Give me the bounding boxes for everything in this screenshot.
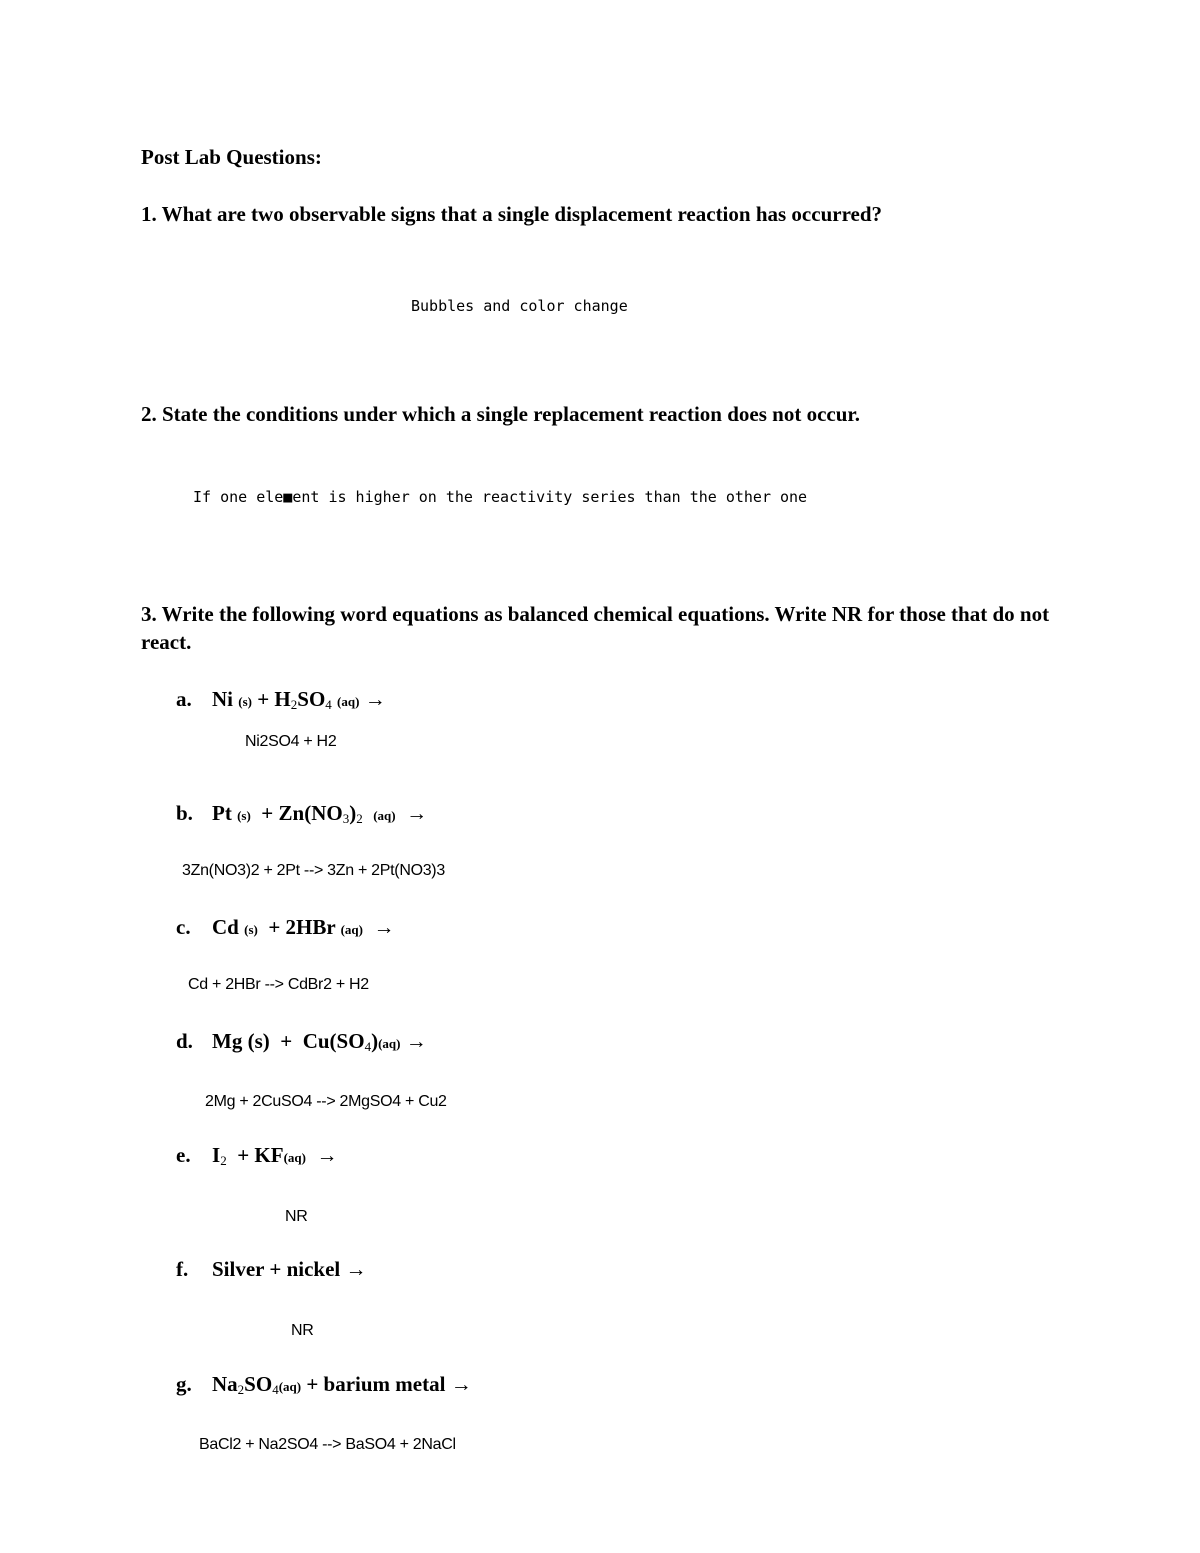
answer-2: If one ele■ent is higher on the reactivity series than the other one	[193, 488, 808, 506]
answer-e: NR	[285, 1208, 308, 1225]
item-letter: f.	[176, 1257, 189, 1281]
answer-g: BaCl2 + Na2SO4 --> BaSO4 + 2NaCl	[199, 1436, 456, 1453]
equation-g-text: $Na_2SO_4(aq)$ + barium metal →	[212, 1372, 472, 1397]
page-title: Post Lab Questions:	[141, 145, 322, 169]
equation-c-text: Cd (s) + 2HBr (aq) →	[212, 915, 395, 939]
equation-a	[176, 687, 386, 713]
answer-1: Bubbles and color change	[411, 297, 628, 315]
item-letter: c.	[176, 915, 191, 939]
equation-a-text: Ni $(s) + H_2SO_4$ (aq) →	[212, 687, 386, 712]
item-letter: e.	[176, 1143, 191, 1167]
item-letter: a.	[176, 687, 192, 711]
equation-b-text: Pt $(s) + Zn(NO_3)_2$ (aq) →	[212, 801, 428, 826]
item-letter: g.	[176, 1372, 192, 1396]
answer-f: NR	[291, 1322, 314, 1339]
equation-e	[176, 1143, 337, 1169]
answer-b: 3Zn(NO3)2 + 2Pt --> 3Zn + 2Pt(NO3)3	[182, 862, 445, 879]
item-letter: b.	[176, 801, 193, 825]
question-3: 3. Write the following word equations as balanced chemical equations. Write NR for those that do not react.	[141, 602, 1050, 654]
answer-a: Ni2SO4 + H2	[245, 733, 337, 750]
question-1: 1. What are two observable signs that a single displacement reaction has occurred?	[141, 202, 883, 226]
answer-d: 2Mg + 2CuSO4 --> 2MgSO4 + Cu2	[205, 1093, 447, 1110]
item-letter: d.	[176, 1029, 193, 1053]
question-2: 2. State the conditions under which a single replacement reaction does not occur.	[141, 402, 861, 426]
equation-f	[176, 1257, 367, 1282]
equation-d	[176, 1029, 427, 1055]
equation-b	[176, 801, 427, 827]
equation-f-text: Silver + nickel →	[212, 1257, 367, 1281]
equation-e-text: $I_2 + KF(aq)$ →	[212, 1143, 338, 1168]
equation-c	[176, 915, 394, 940]
equation-d-text: Mg $(s) + Cu(SO_4)(aq)$ →	[212, 1029, 427, 1054]
answer-c: Cd + 2HBr --> CdBr2 + H2	[188, 976, 369, 993]
equation-g	[176, 1372, 472, 1398]
